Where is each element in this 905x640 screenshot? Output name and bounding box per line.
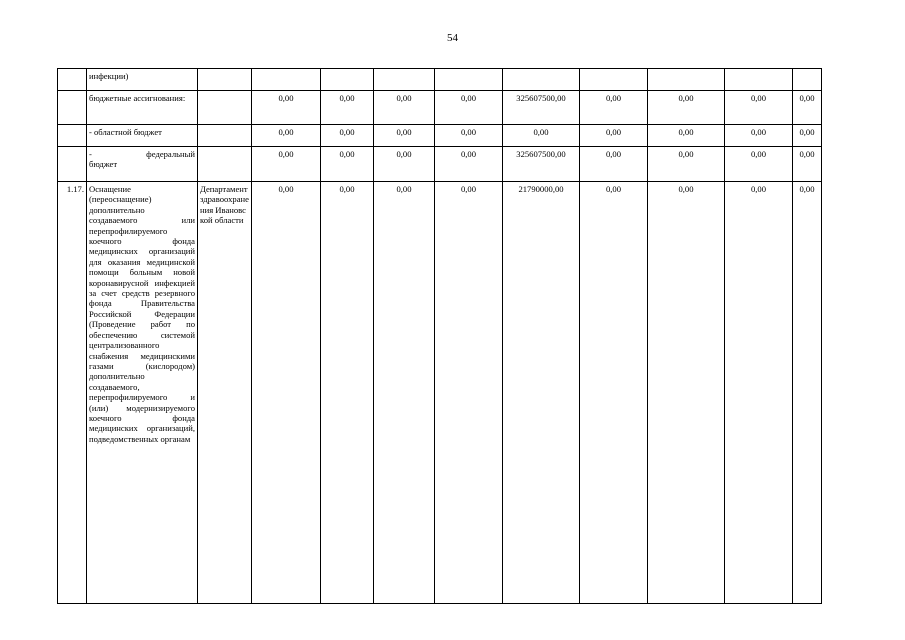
row-description: инфекции) <box>87 69 198 91</box>
value-cell: 0,00 <box>374 91 435 125</box>
value-cell: 0,00 <box>374 147 435 182</box>
row-description: - областной бюджет <box>87 125 198 147</box>
value-cell: 0,00 <box>580 91 648 125</box>
value-cell: 0,00 <box>793 182 822 604</box>
value-cell: 0,00 <box>435 147 503 182</box>
value-cell <box>252 69 321 91</box>
value-cell: 0,00 <box>648 91 725 125</box>
row-index: 1.17. <box>58 182 87 604</box>
value-cell <box>793 69 822 91</box>
value-cell: 0,00 <box>252 125 321 147</box>
description-word: федеральный <box>146 149 195 159</box>
value-cell: 0,00 <box>580 182 648 604</box>
row-description: бюджетные ассигнования: <box>87 91 198 125</box>
row-description <box>87 147 198 182</box>
row-executor <box>198 69 252 91</box>
value-cell: 0,00 <box>435 182 503 604</box>
value-cell: 0,00 <box>793 91 822 125</box>
value-cell: 0,00 <box>648 147 725 182</box>
row-executor <box>198 125 252 147</box>
value-cell <box>648 69 725 91</box>
value-cell: 0,00 <box>435 125 503 147</box>
value-cell: 0,00 <box>321 125 374 147</box>
value-cell: 0,00 <box>725 125 793 147</box>
row-index <box>58 125 87 147</box>
value-cell: 0,00 <box>374 182 435 604</box>
value-cell <box>321 69 374 91</box>
table-row <box>58 182 822 604</box>
value-cell <box>435 69 503 91</box>
row-index <box>58 69 87 91</box>
value-cell: 0,00 <box>793 147 822 182</box>
value-cell: 0,00 <box>648 182 725 604</box>
table-row <box>58 69 822 91</box>
value-cell: 0,00 <box>793 125 822 147</box>
value-cell: 0,00 <box>725 147 793 182</box>
value-cell: 325607500,00 <box>503 91 580 125</box>
value-cell: 0,00 <box>503 125 580 147</box>
value-cell: 0,00 <box>725 182 793 604</box>
row-executor: Департамент здравоохранения Ивановской области <box>198 182 252 604</box>
budget-table <box>57 68 822 604</box>
value-cell: 0,00 <box>374 125 435 147</box>
value-cell: 0,00 <box>435 91 503 125</box>
value-cell: 325607500,00 <box>503 147 580 182</box>
value-cell: 0,00 <box>648 125 725 147</box>
value-cell <box>580 69 648 91</box>
row-executor <box>198 147 252 182</box>
row-index <box>58 147 87 182</box>
table-row <box>58 91 822 125</box>
table-row <box>58 125 822 147</box>
value-cell: 0,00 <box>252 147 321 182</box>
value-cell: 0,00 <box>725 91 793 125</box>
description-dash: - <box>89 149 92 159</box>
value-cell: 21790000,00 <box>503 182 580 604</box>
value-cell: 0,00 <box>580 125 648 147</box>
row-executor <box>198 91 252 125</box>
row-index <box>58 91 87 125</box>
value-cell <box>503 69 580 91</box>
row-description: Оснащение (переоснащение) дополнительно создаваемого или перепрофилируемого коечного фонда медицинских организаций для оказания медицинской помощи больным новой коронавирусной инфекцией за счет средств резервного фонда Правительства Российской Федерации (Проведение работ по обеспечению системой централизованного снабжения медицинскими газами (кислородом) дополнительно создаваемого, перепрофилируемого и (или) модернизируемого коечного фонда медицинских организаций, подведомственных органам <box>87 182 198 604</box>
value-cell <box>374 69 435 91</box>
description-word: бюджет <box>89 159 118 170</box>
value-cell: 0,00 <box>321 147 374 182</box>
table-row <box>58 147 822 182</box>
value-cell: 0,00 <box>252 91 321 125</box>
value-cell: 0,00 <box>321 91 374 125</box>
page-number: 54 <box>447 32 458 44</box>
value-cell: 0,00 <box>321 182 374 604</box>
value-cell: 0,00 <box>252 182 321 604</box>
value-cell <box>725 69 793 91</box>
value-cell: 0,00 <box>580 147 648 182</box>
